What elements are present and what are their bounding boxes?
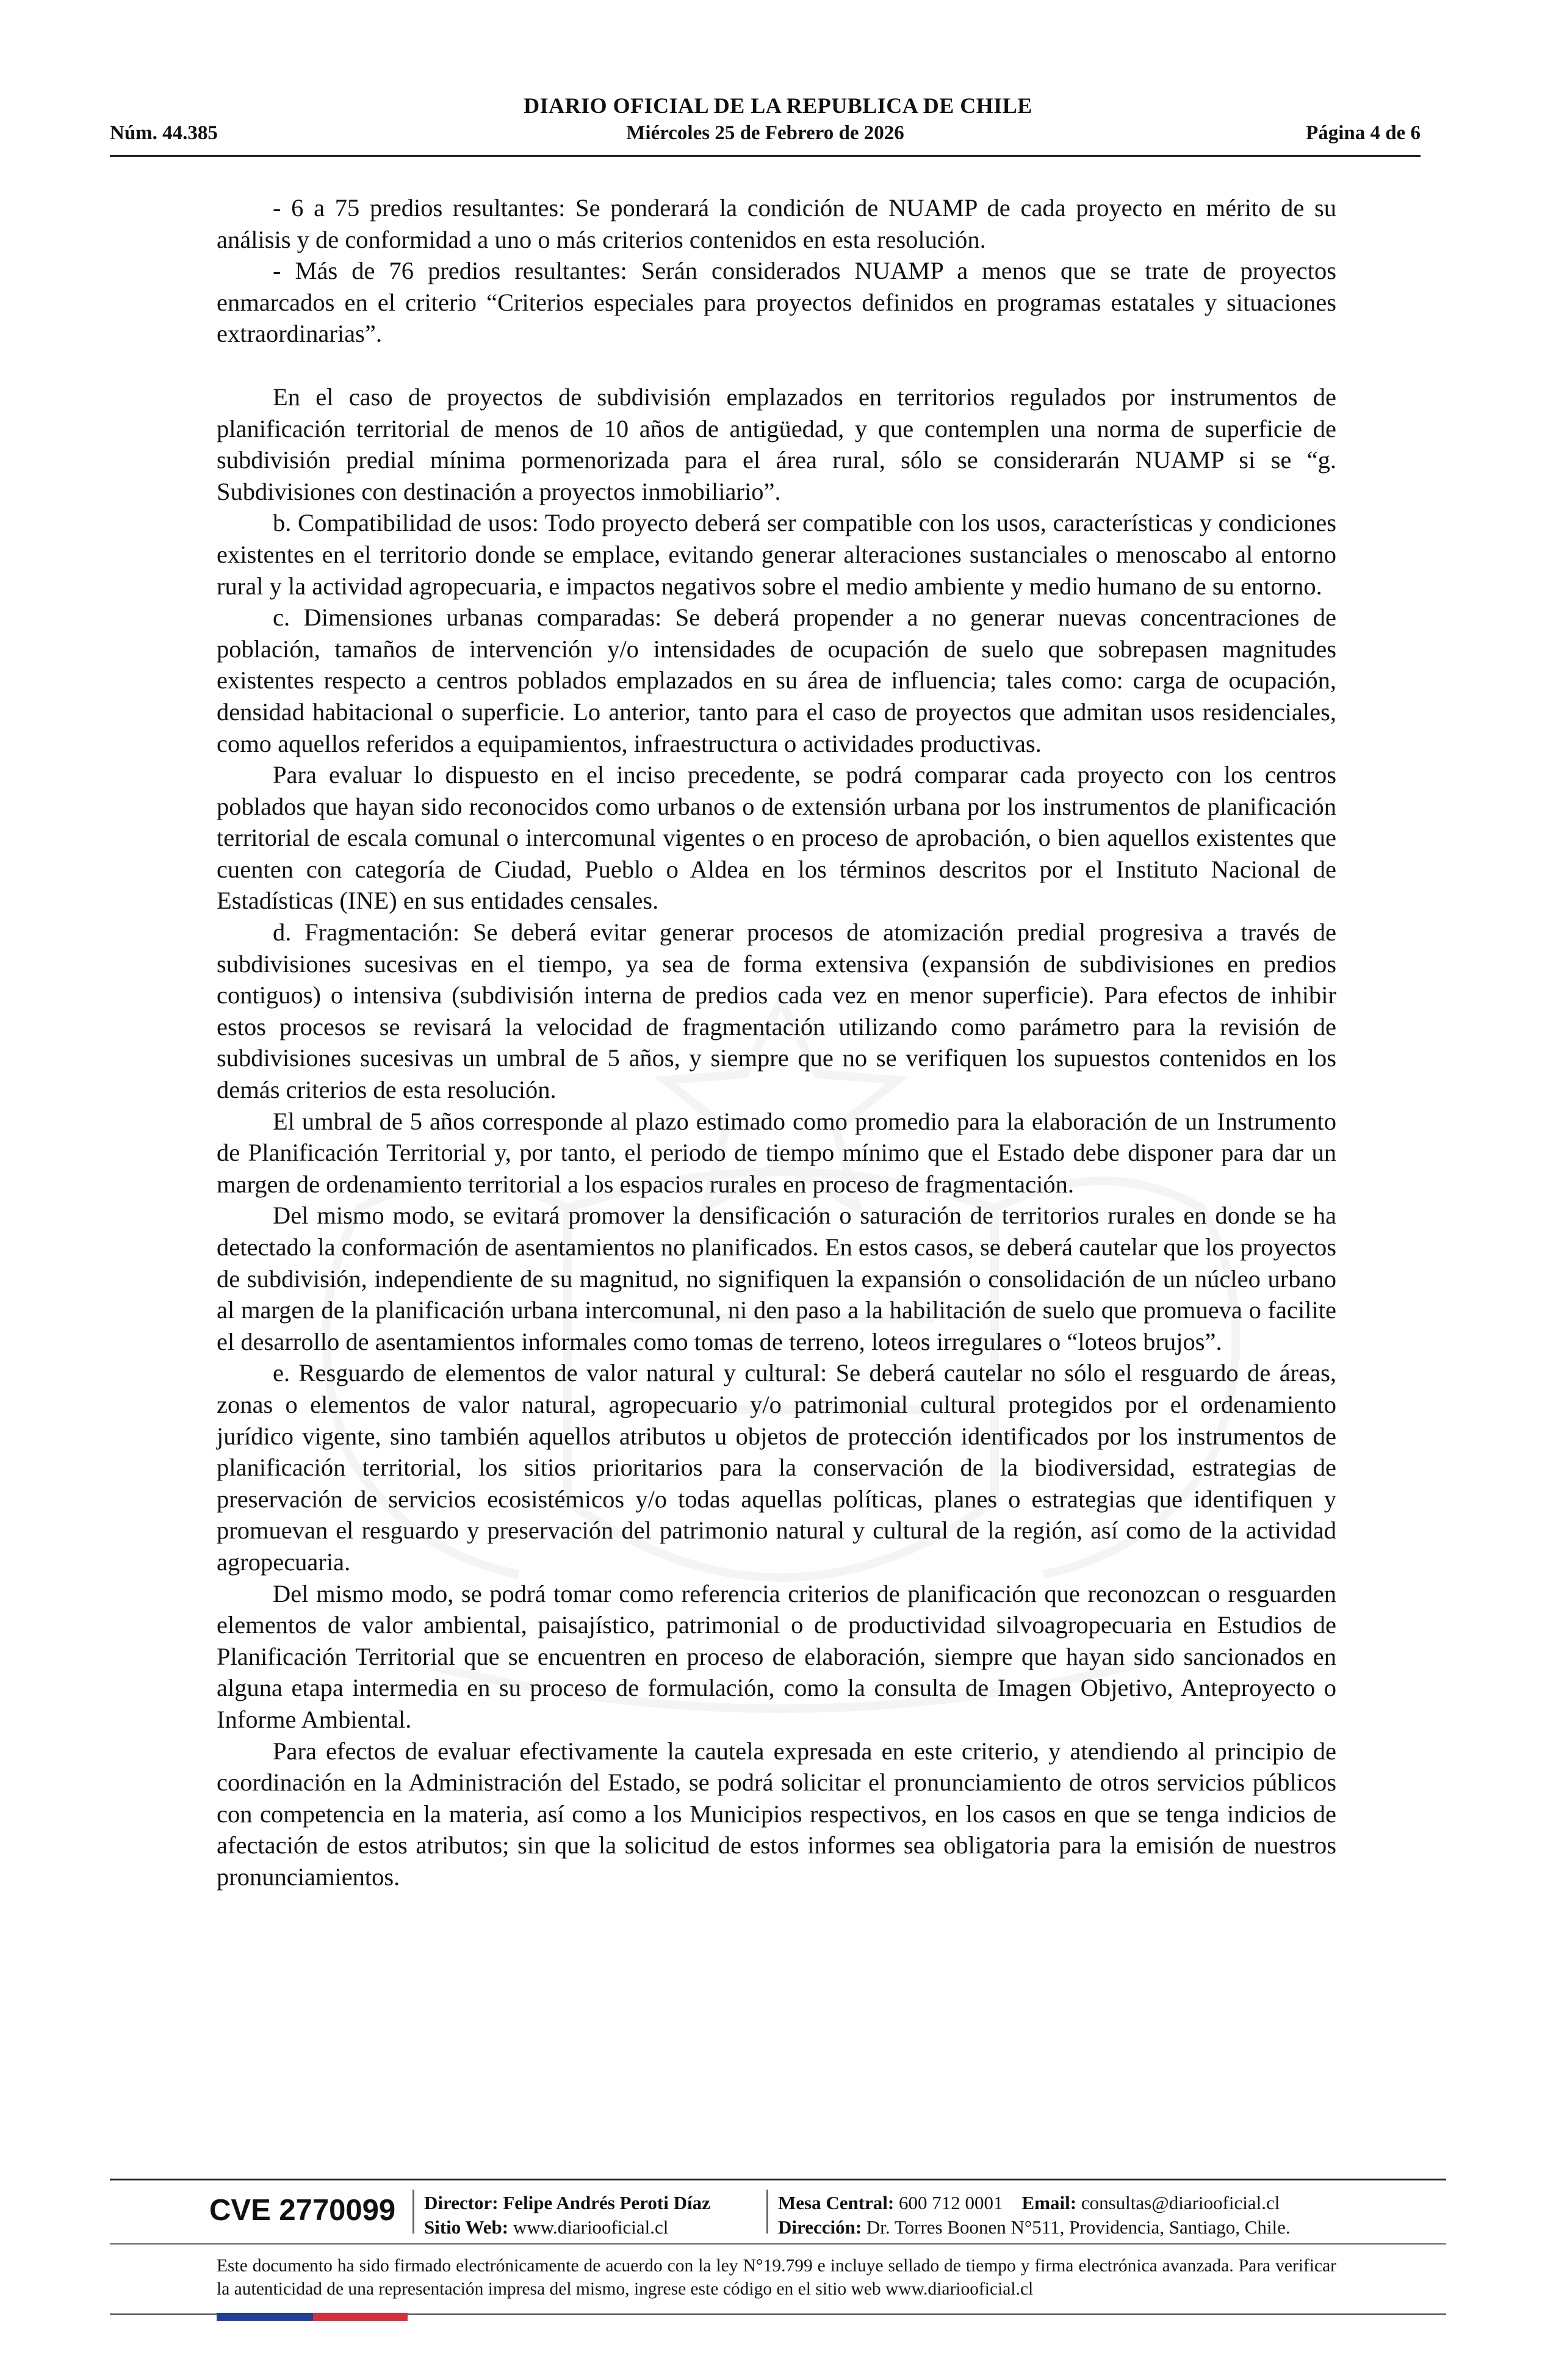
address: Dr. Torres Boonen N°511, Providencia, Santiago, Chile. [866, 2216, 1291, 2238]
paragraph: Para efectos de evaluar efectivamente la cautela expresada en este criterio, y atendiendo al principio de coordinación en la Administración del Estado, se podrá solicitar el pronunciamiento de otros servicios públicos con competencia en la materia, así como a los Municipios respectivos, en los casos en que se tenga indicios de afectación de estos atributos; sin que la solicitud de estos informes sea obligatoria para la emisión de nuestros pronunciamientos. [217, 1737, 1336, 1891]
director-name: Felipe Andrés Peroti Díaz [503, 2192, 710, 2213]
paragraph: d. Fragmentación: Se deberá evitar generar procesos de atomización predial progresiva a través de subdivisiones sucesivas en el tiempo, ya sea de forma extensiva (expansión de subdivisiones en predios contiguos) o intensiva (subdivisión interna de predios cada vez en menor superficie). Para efectos de inhibir estos procesos se revisará la velocidad de fragmentación utilizando como parámetro para la revisión de subdivisiones sucesivas un umbral de 5 años, y siempre que no se verifiquen los supuestos contenidos en los demás criterios de esta resolución. [217, 918, 1336, 1104]
director-label: Director: [424, 2192, 499, 2213]
signature-disclaimer: Este documento ha sido firmado electrónicamente de acuerdo con la ley N°19.799 e incluye sellado de tiempo y firma electrónica avanzada. Para verificar la autenticidad de una representación impresa del mismo, ingrese este código en el sitio web www.diariooficial.cl [217, 2256, 1336, 2299]
header-divider [110, 155, 1421, 157]
header-bar [110, 122, 1421, 149]
email-link[interactable]: consultas@diariooficial.cl [1081, 2192, 1280, 2213]
flag-stripe-blue [217, 2313, 313, 2321]
address-label: Dirección: [778, 2216, 862, 2238]
website-link[interactable]: www.diariooficial.cl [513, 2216, 669, 2238]
footer-divider-middle [110, 2243, 1446, 2245]
flag-stripe-red [313, 2313, 408, 2321]
website-label: Sitio Web: [424, 2216, 509, 2238]
paragraph: - Más de 76 predios resultantes: Serán considerados NUAMP a menos que se trate de proyectos enmarcados en el criterio “Criterios especiales para proyectos definidos en programas estatales y situaciones extraordinarias”. [217, 257, 1336, 348]
footer-separator [766, 2190, 768, 2234]
paragraph: - 6 a 75 predios resultantes: Se ponderará la condición de NUAMP de cada proyecto en mérito de su análisis y de conformidad a uno o más criterios contenidos en esta resolución. [217, 194, 1336, 253]
footer-director-block [424, 2191, 710, 2240]
paragraph: b. Compatibilidad de usos: Todo proyecto deberá ser compatible con los usos, características y condiciones existentes en el territorio donde se emplace, evitando generar alteraciones sustanciales o menoscabo al entorno rural y la actividad agropecuaria, e impactos negativos sobre el medio ambiente y medio humano de su entorno. [217, 509, 1336, 600]
issue-number: Núm. 44.385 [110, 122, 218, 144]
paragraph: e. Resguardo de elementos de valor natural y cultural: Se deberá cautelar no sólo el resguardo de áreas, zonas o elementos de valor natural, agropecuario y/o patrimonial cultural protegidos por el ordenamiento jurídico vigente, sino también aquellos atributos u objetos de protección identificados por los instrumentos de planificación territorial, los sitios prioritarios para la conservación de la biodiversidad, estrategias de preservación de servicios ecosistémicos y/o todas aquellas políticas, planes o estrategias que identifiquen y promuevan el resguardo y preservación del patrimonio natural y cultural de la región, así como de la actividad agropecuaria. [217, 1359, 1336, 1576]
newspaper-title: DIARIO OFICIAL DE LA REPUBLICA DE CHILE [524, 93, 1032, 118]
footer-separator [412, 2190, 414, 2234]
paragraph: Para evaluar lo dispuesto en el inciso precedente, se podrá comparar cada proyecto con los centros poblados que hayan sido reconocidos como urbanos o de extensión urbana por los instrumentos de planificación territorial de escala comunal o intercomunal vigentes o en proceso de aprobación, o bien aquellos existentes que cuenten con categoría de Ciudad, Pueblo o Aldea en los términos descritos por el Instituto Nacional de Estadísticas (INE) en sus entidades censales. [217, 761, 1336, 915]
document-body [217, 192, 1336, 1892]
footer-contact-block [778, 2191, 1291, 2240]
cve-code: CVE 2770099 [209, 2194, 396, 2227]
paragraph: Del mismo modo, se podrá tomar como referencia criterios de planificación que reconozcan o resguarden elementos de valor ambiental, paisajístico, patrimonial o de productividad silvoagropecuaria en Estudios de Planificación Territorial que se encuentren en proceso de elaboración, siempre que hayan sido sancionados en alguna etapa intermedia en su proceso de formulación, como la consulta de Imagen Objetivo, Anteproyecto o Informe Ambiental. [217, 1579, 1336, 1733]
phone-number: 600 712 0001 [899, 2192, 1003, 2213]
publication-date: Miércoles 25 de Febrero de 2026 [626, 122, 904, 144]
paragraph: c. Dimensiones urbanas comparadas: Se deberá propender a no generar nuevas concentraciones de población, tamaños de intervención y/o intensidades de ocupación de suelo que sobrepasen magnitudes existentes respecto a centros poblados emplazados en su área de influencia; tales como: carga de ocupación, densidad habitacional o superficie. Lo anterior, tanto para el caso de proyectos que admitan usos residenciales, como aquellos referidos a equipamientos, infraestructura o actividades productivas. [217, 604, 1336, 757]
phone-label: Mesa Central: [778, 2192, 895, 2213]
email-label: Email: [1021, 2192, 1077, 2213]
paragraph: En el caso de proyectos de subdivisión emplazados en territorios regulados por instrumentos de planificación territorial de menos de 10 años de antigüedad, y que contemplen una norma de superficie de subdivisión predial mínima pormenorizada para el área rural, sólo se considerarán NUAMP si se “g. Subdivisiones con destinación a proyectos inmobiliario”. [217, 383, 1336, 505]
footer-divider-top [110, 2179, 1446, 2180]
page-number: Página 4 de 6 [1306, 122, 1421, 144]
paragraph: Del mismo modo, se evitará promover la densificación o saturación de territorios rurales en donde se ha detectado la conformación de asentamientos no planificados. En estos casos, se deberá cautelar que los proyectos de subdivisión, independiente de su magnitud, no signifiquen la expansión o consolidación de un núcleo urbano al margen de la planificación urbana intercomunal, ni den paso a la habilitación de suelo que promueva o facilite el desarrollo de asentamientos informales como tomas de terreno, loteos irregulares o “loteos brujos”. [217, 1202, 1336, 1355]
paragraph: El umbral de 5 años corresponde al plazo estimado como promedio para la elaboración de un Instrumento de Planificación Territorial y, por tanto, el periodo de tiempo mínimo que el Estado debe disponer para dar un margen de ordenamiento territorial a los espacios rurales en proceso de fragmentación. [217, 1107, 1336, 1198]
